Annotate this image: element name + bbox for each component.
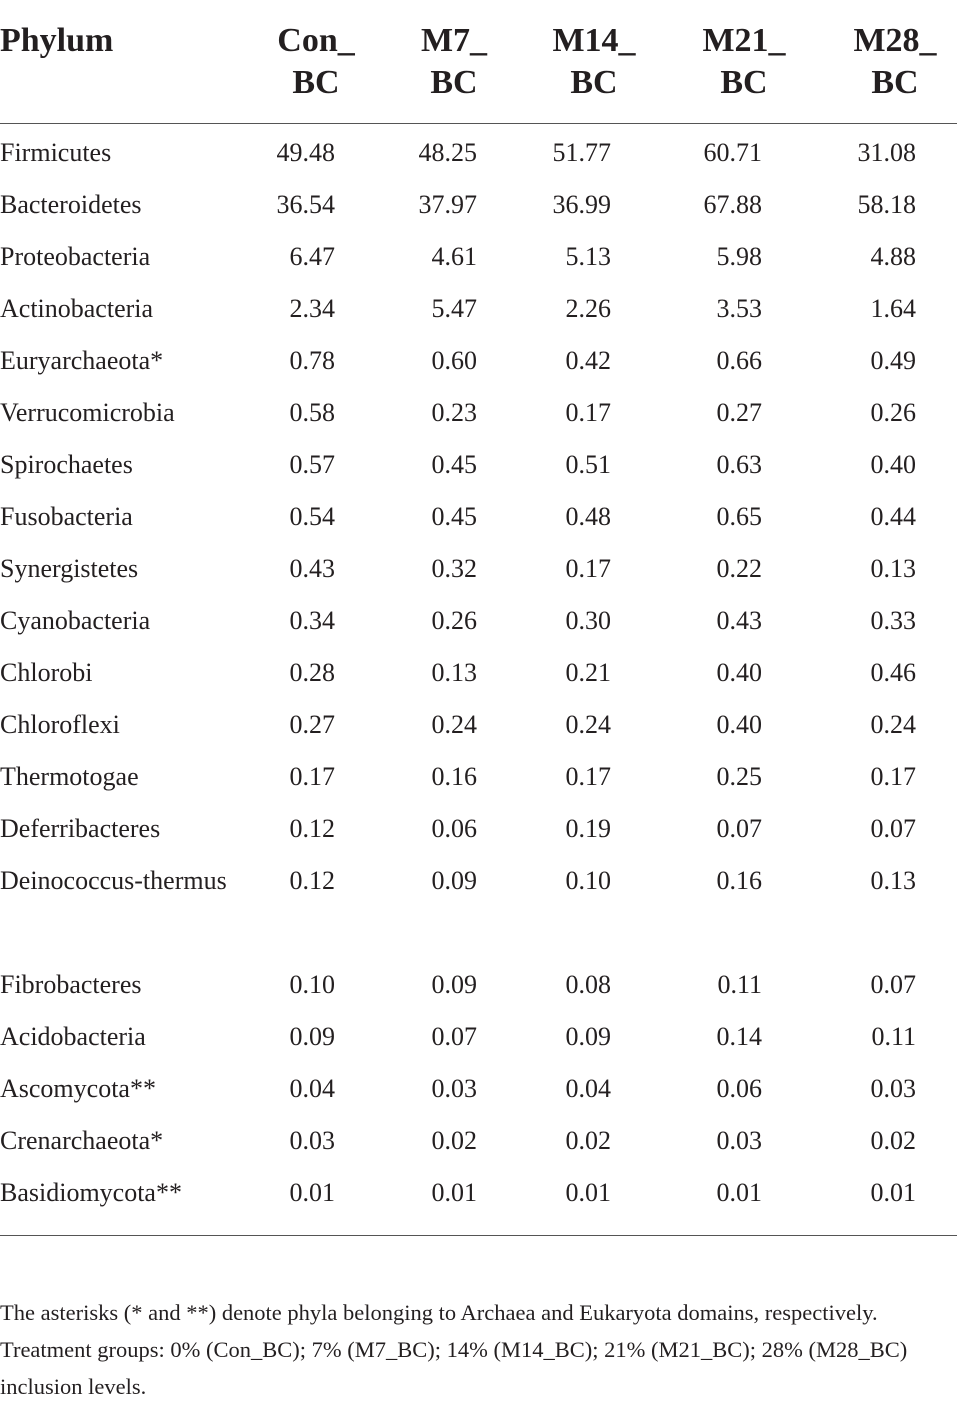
abundance-value: 0.40 — [870, 450, 916, 479]
abundance-value: 0.26 — [870, 398, 916, 427]
abundance-value: 0.42 — [565, 346, 611, 375]
table-row — [0, 1167, 957, 1219]
phylum-name: Deferribacteres — [0, 814, 161, 843]
table-row — [0, 335, 957, 387]
phylum-name: Bacteroidetes — [0, 190, 142, 219]
table-bottom-divider — [0, 1235, 957, 1236]
table-row — [0, 491, 957, 543]
abundance-value: 0.27 — [716, 398, 762, 427]
table-body — [0, 127, 957, 1219]
abundance-value: 0.51 — [565, 450, 611, 479]
phylum-name: Fusobacteria — [0, 502, 133, 531]
abundance-value: 0.13 — [870, 866, 916, 895]
abundance-value: 0.12 — [289, 814, 335, 843]
abundance-value: 0.25 — [716, 762, 762, 791]
table-row — [0, 751, 957, 803]
table-row — [0, 855, 957, 959]
table-row — [0, 439, 957, 491]
abundance-value: 67.88 — [703, 190, 762, 219]
abundance-value: 0.21 — [565, 658, 611, 687]
phylum-name: Firmicutes — [0, 138, 112, 167]
abundance-value: 0.02 — [431, 1126, 477, 1155]
abundance-value: 5.13 — [565, 242, 611, 271]
table-row — [0, 1011, 957, 1063]
abundance-value: 0.09 — [289, 1022, 335, 1051]
abundance-value: 0.49 — [870, 346, 916, 375]
abundance-value: 0.06 — [431, 814, 477, 843]
table-row — [0, 699, 957, 751]
abundance-value: 0.40 — [716, 658, 762, 687]
abundance-value: 0.03 — [870, 1074, 916, 1103]
abundance-value: 0.01 — [431, 1178, 477, 1207]
abundance-value: 0.66 — [716, 346, 762, 375]
abundance-value: 0.06 — [716, 1074, 762, 1103]
abundance-value: 0.09 — [431, 866, 477, 895]
abundance-value: 58.18 — [857, 190, 916, 219]
abundance-value: 0.23 — [431, 398, 477, 427]
abundance-value: 0.09 — [431, 970, 477, 999]
abundance-value: 0.65 — [716, 502, 762, 531]
phylum-name: Verrucomicrobia — [0, 398, 175, 427]
abundance-value: 0.01 — [870, 1178, 916, 1207]
abundance-value: 0.03 — [716, 1126, 762, 1155]
table-row — [0, 387, 957, 439]
abundance-value: 0.63 — [716, 450, 762, 479]
abundance-value: 49.48 — [276, 138, 335, 167]
abundance-value: 0.16 — [716, 866, 762, 895]
abundance-value: 0.09 — [565, 1022, 611, 1051]
abundance-value: 0.17 — [565, 398, 611, 427]
abundance-value: 0.07 — [870, 814, 916, 843]
phylum-name: Chloroflexi — [0, 710, 120, 739]
abundance-value: 0.16 — [431, 762, 477, 791]
abundance-value: 37.97 — [418, 190, 477, 219]
abundance-value: 0.03 — [289, 1126, 335, 1155]
phylum-name: Ascomycota** — [0, 1074, 156, 1103]
phylum-name: Chlorobi — [0, 658, 93, 687]
table-row — [0, 803, 957, 855]
phylum-name: Deinococcus-thermus — [0, 866, 227, 895]
abundance-value: 0.43 — [289, 554, 335, 583]
abundance-value: 0.28 — [289, 658, 335, 687]
header-m14-bc: M14_ BC — [552, 22, 636, 101]
abundance-value: 0.10 — [565, 866, 611, 895]
abundance-value: 0.14 — [716, 1022, 762, 1051]
table-row — [0, 647, 957, 699]
table-row — [0, 1115, 957, 1167]
abundance-value: 0.48 — [565, 502, 611, 531]
abundance-value: 0.13 — [431, 658, 477, 687]
abundance-value: 0.13 — [870, 554, 916, 583]
phylum-name: Basidiomycota** — [0, 1178, 182, 1207]
abundance-value: 4.88 — [870, 242, 916, 271]
table-row — [0, 283, 957, 335]
phylum-name: Acidobacteria — [0, 1022, 146, 1051]
abundance-value: 0.07 — [870, 970, 916, 999]
abundance-value: 0.60 — [431, 346, 477, 375]
abundance-value: 0.30 — [565, 606, 611, 635]
abundance-value: 0.11 — [717, 970, 762, 999]
abundance-value: 2.26 — [565, 294, 611, 323]
abundance-value: 0.24 — [431, 710, 477, 739]
abundance-value: 0.07 — [716, 814, 762, 843]
phylum-name: Cyanobacteria — [0, 606, 151, 635]
abundance-value: 6.47 — [289, 242, 335, 271]
abundance-value: 0.17 — [289, 762, 335, 791]
abundance-value: 0.10 — [289, 970, 335, 999]
abundance-value: 0.12 — [289, 866, 335, 895]
phylum-name: Synergistetes — [0, 554, 139, 583]
header-m21-bc: M21_ BC — [702, 22, 786, 101]
abundance-value: 36.54 — [276, 190, 335, 219]
table-header — [0, 0, 957, 124]
phylum-name: Thermotogae — [0, 762, 139, 791]
abundance-value: 60.71 — [703, 138, 762, 167]
abundance-value: 48.25 — [418, 138, 477, 167]
abundance-value: 0.46 — [870, 658, 916, 687]
phylum-name: Fibrobacteres — [0, 970, 142, 999]
table-footnote: The asterisks (* and **) denote phyla belonging to Archaea and Eukaryota domains, respectively. Treatment groups: 0% (Con_BC); 7% (M7_BC); 14% (M14_BC); 21% (M21_BC); 28% (M28_BC) inclusion levels. — [0, 1300, 908, 1399]
abundance-value: 0.27 — [289, 710, 335, 739]
table-row — [0, 595, 957, 647]
phylum-name: Euryarchaeota* — [0, 346, 164, 375]
abundance-value: 31.08 — [857, 138, 916, 167]
abundance-value: 4.61 — [431, 242, 477, 271]
header-phylum: Phylum — [0, 22, 114, 59]
abundance-value: 0.54 — [289, 502, 335, 531]
abundance-value: 0.45 — [431, 450, 477, 479]
abundance-value: 0.32 — [431, 554, 477, 583]
abundance-value: 0.78 — [289, 346, 335, 375]
abundance-value: 0.45 — [431, 502, 477, 531]
abundance-value: 36.99 — [552, 190, 611, 219]
abundance-value: 0.40 — [716, 710, 762, 739]
phylum-name: Actinobacteria — [0, 294, 154, 323]
header-con-bc: Con_ BC — [277, 22, 355, 101]
abundance-value: 0.11 — [871, 1022, 916, 1051]
abundance-value: 0.03 — [431, 1074, 477, 1103]
abundance-value: 0.02 — [870, 1126, 916, 1155]
abundance-value: 0.24 — [870, 710, 916, 739]
abundance-value: 0.17 — [565, 554, 611, 583]
phylum-name: Crenarchaeota* — [0, 1126, 164, 1155]
table-row — [0, 127, 957, 179]
abundance-value: 0.22 — [716, 554, 762, 583]
table-row — [0, 959, 957, 1011]
abundance-value: 3.53 — [716, 294, 762, 323]
abundance-value: 5.98 — [716, 242, 762, 271]
abundance-value: 0.24 — [565, 710, 611, 739]
abundance-value: 0.08 — [565, 970, 611, 999]
abundance-value: 0.33 — [870, 606, 916, 635]
header-m7-bc: M7_ BC — [420, 22, 488, 101]
table-row — [0, 1063, 957, 1115]
header-divider — [0, 123, 957, 124]
abundance-value: 0.17 — [870, 762, 916, 791]
abundance-value: 51.77 — [552, 138, 611, 167]
phylum-name: Proteobacteria — [0, 242, 151, 271]
table-row — [0, 543, 957, 595]
abundance-value: 0.04 — [565, 1074, 611, 1103]
abundance-value: 5.47 — [431, 294, 477, 323]
abundance-value: 0.19 — [565, 814, 611, 843]
abundance-value: 0.26 — [431, 606, 477, 635]
phylum-name: Spirochaetes — [0, 450, 133, 479]
table-row — [0, 231, 957, 283]
abundance-value: 2.34 — [289, 294, 335, 323]
abundance-value: 0.57 — [289, 450, 335, 479]
abundance-value: 0.01 — [289, 1178, 335, 1207]
abundance-value: 0.02 — [565, 1126, 611, 1155]
table-row — [0, 179, 957, 231]
abundance-value: 0.58 — [289, 398, 335, 427]
abundance-value: 1.64 — [870, 294, 916, 323]
header-m28-bc: M28_ BC — [853, 22, 937, 101]
abundance-value: 0.34 — [289, 606, 335, 635]
abundance-value: 0.17 — [565, 762, 611, 791]
abundance-value: 0.01 — [716, 1178, 762, 1207]
abundance-value: 0.44 — [870, 502, 916, 531]
abundance-value: 0.01 — [565, 1178, 611, 1207]
abundance-value: 0.07 — [431, 1022, 477, 1051]
abundance-value: 0.43 — [716, 606, 762, 635]
abundance-value: 0.04 — [289, 1074, 335, 1103]
